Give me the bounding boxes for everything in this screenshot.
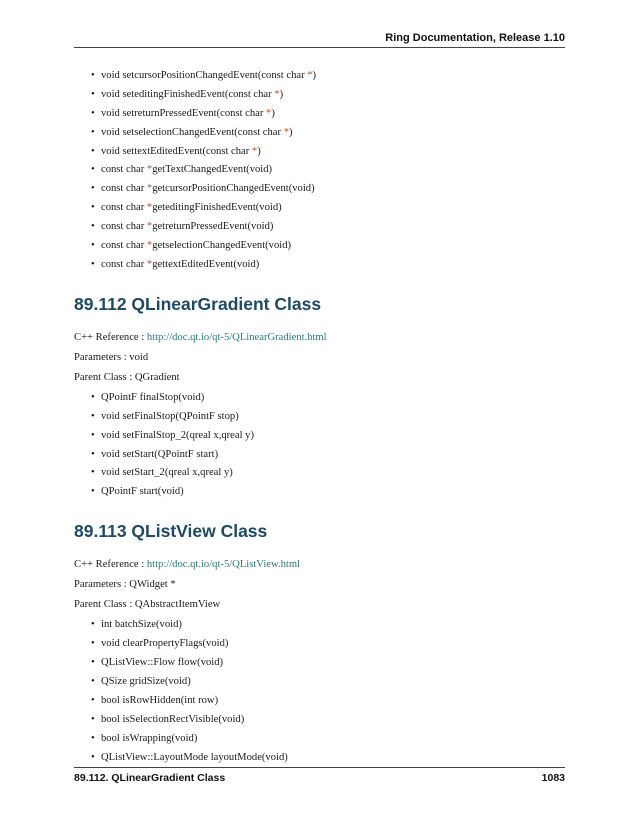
list-item: • void settextEditedEvent(const char *) [91,146,565,158]
list-item: • bool isWrapping(void) [91,733,565,745]
list-item: • bool isSelectionRectVisible(void) [91,714,565,726]
list-item: • void setStart_2(qreal x,qreal y) [91,467,565,479]
running-header: Ring Documentation, Release 1.10 [385,32,565,44]
footer-section-title: 89.112. QLinearGradient Class [74,772,226,784]
list-item: • const char *getreturnPressedEvent(void) [91,221,565,233]
list-item: • const char *gettextEditedEvent(void) [91,259,565,271]
cpp-reference: C++ Reference : http://doc.qt.io/qt-5/QLinearGradient.html [74,331,327,343]
reference-link[interactable]: http://doc.qt.io/qt-5/QListView.html [146,559,301,571]
method-list-qlistview [74,619,565,763]
list-item: • void setFinalStop_2(qreal x,qreal y) [91,430,565,442]
list-item: • void clearPropertyFlags(void) [91,638,565,650]
header-rule [74,47,565,48]
list-item: • QSize gridSize(void) [91,676,565,688]
list-item: • void setcursorPositionChangedEvent(const char *) [91,70,565,82]
list-item: • bool isRowHidden(int row) [91,695,565,707]
section-heading-qlistview: 89.113 QListView Class [74,521,268,542]
page-content [74,70,565,770]
list-item: • void setreturnPressedEvent(const char *) [91,108,565,120]
cpp-reference: C++ Reference : http://doc.qt.io/qt-5/QListView.html [74,559,301,571]
parameters: Parameters : QWidget * [74,579,176,591]
footer-rule [74,767,565,768]
list-item: • const char *getselectionChangedEvent(void) [91,240,565,252]
list-item: • int batchSize(void) [91,619,565,631]
list-item: • const char *geteditingFinishedEvent(void) [91,202,565,214]
reference-link[interactable]: http://doc.qt.io/qt-5/QLinearGradient.html [146,331,327,343]
parent-class: Parent Class : QGradient [74,371,180,383]
list-item: • const char *getTextChangedEvent(void) [91,164,565,176]
list-item: • const char *getcursorPositionChangedEvent(void) [91,183,565,195]
list-item: • void setStart(QPointF start) [91,449,565,461]
parent-class: Parent Class : QAbstractItemView [74,599,221,611]
list-item: • QPointF start(void) [91,486,565,498]
list-item: • void setselectionChangedEvent(const char *) [91,127,565,139]
method-list-top [74,70,565,271]
page-number: 1083 [541,772,565,784]
list-item: • void seteditingFinishedEvent(const char *) [91,89,565,101]
list-item: • QPointF finalStop(void) [91,392,565,404]
list-item: • QListView::Flow flow(void) [91,657,565,669]
list-item: • void setFinalStop(QPointF stop) [91,411,565,423]
list-item: • QListView::LayoutMode layoutMode(void) [91,752,565,764]
section-heading-qlineargradient: 89.112 QLinearGradient Class [74,293,322,314]
method-list-qlineargradient [74,392,565,498]
parameters: Parameters : void [74,351,149,363]
